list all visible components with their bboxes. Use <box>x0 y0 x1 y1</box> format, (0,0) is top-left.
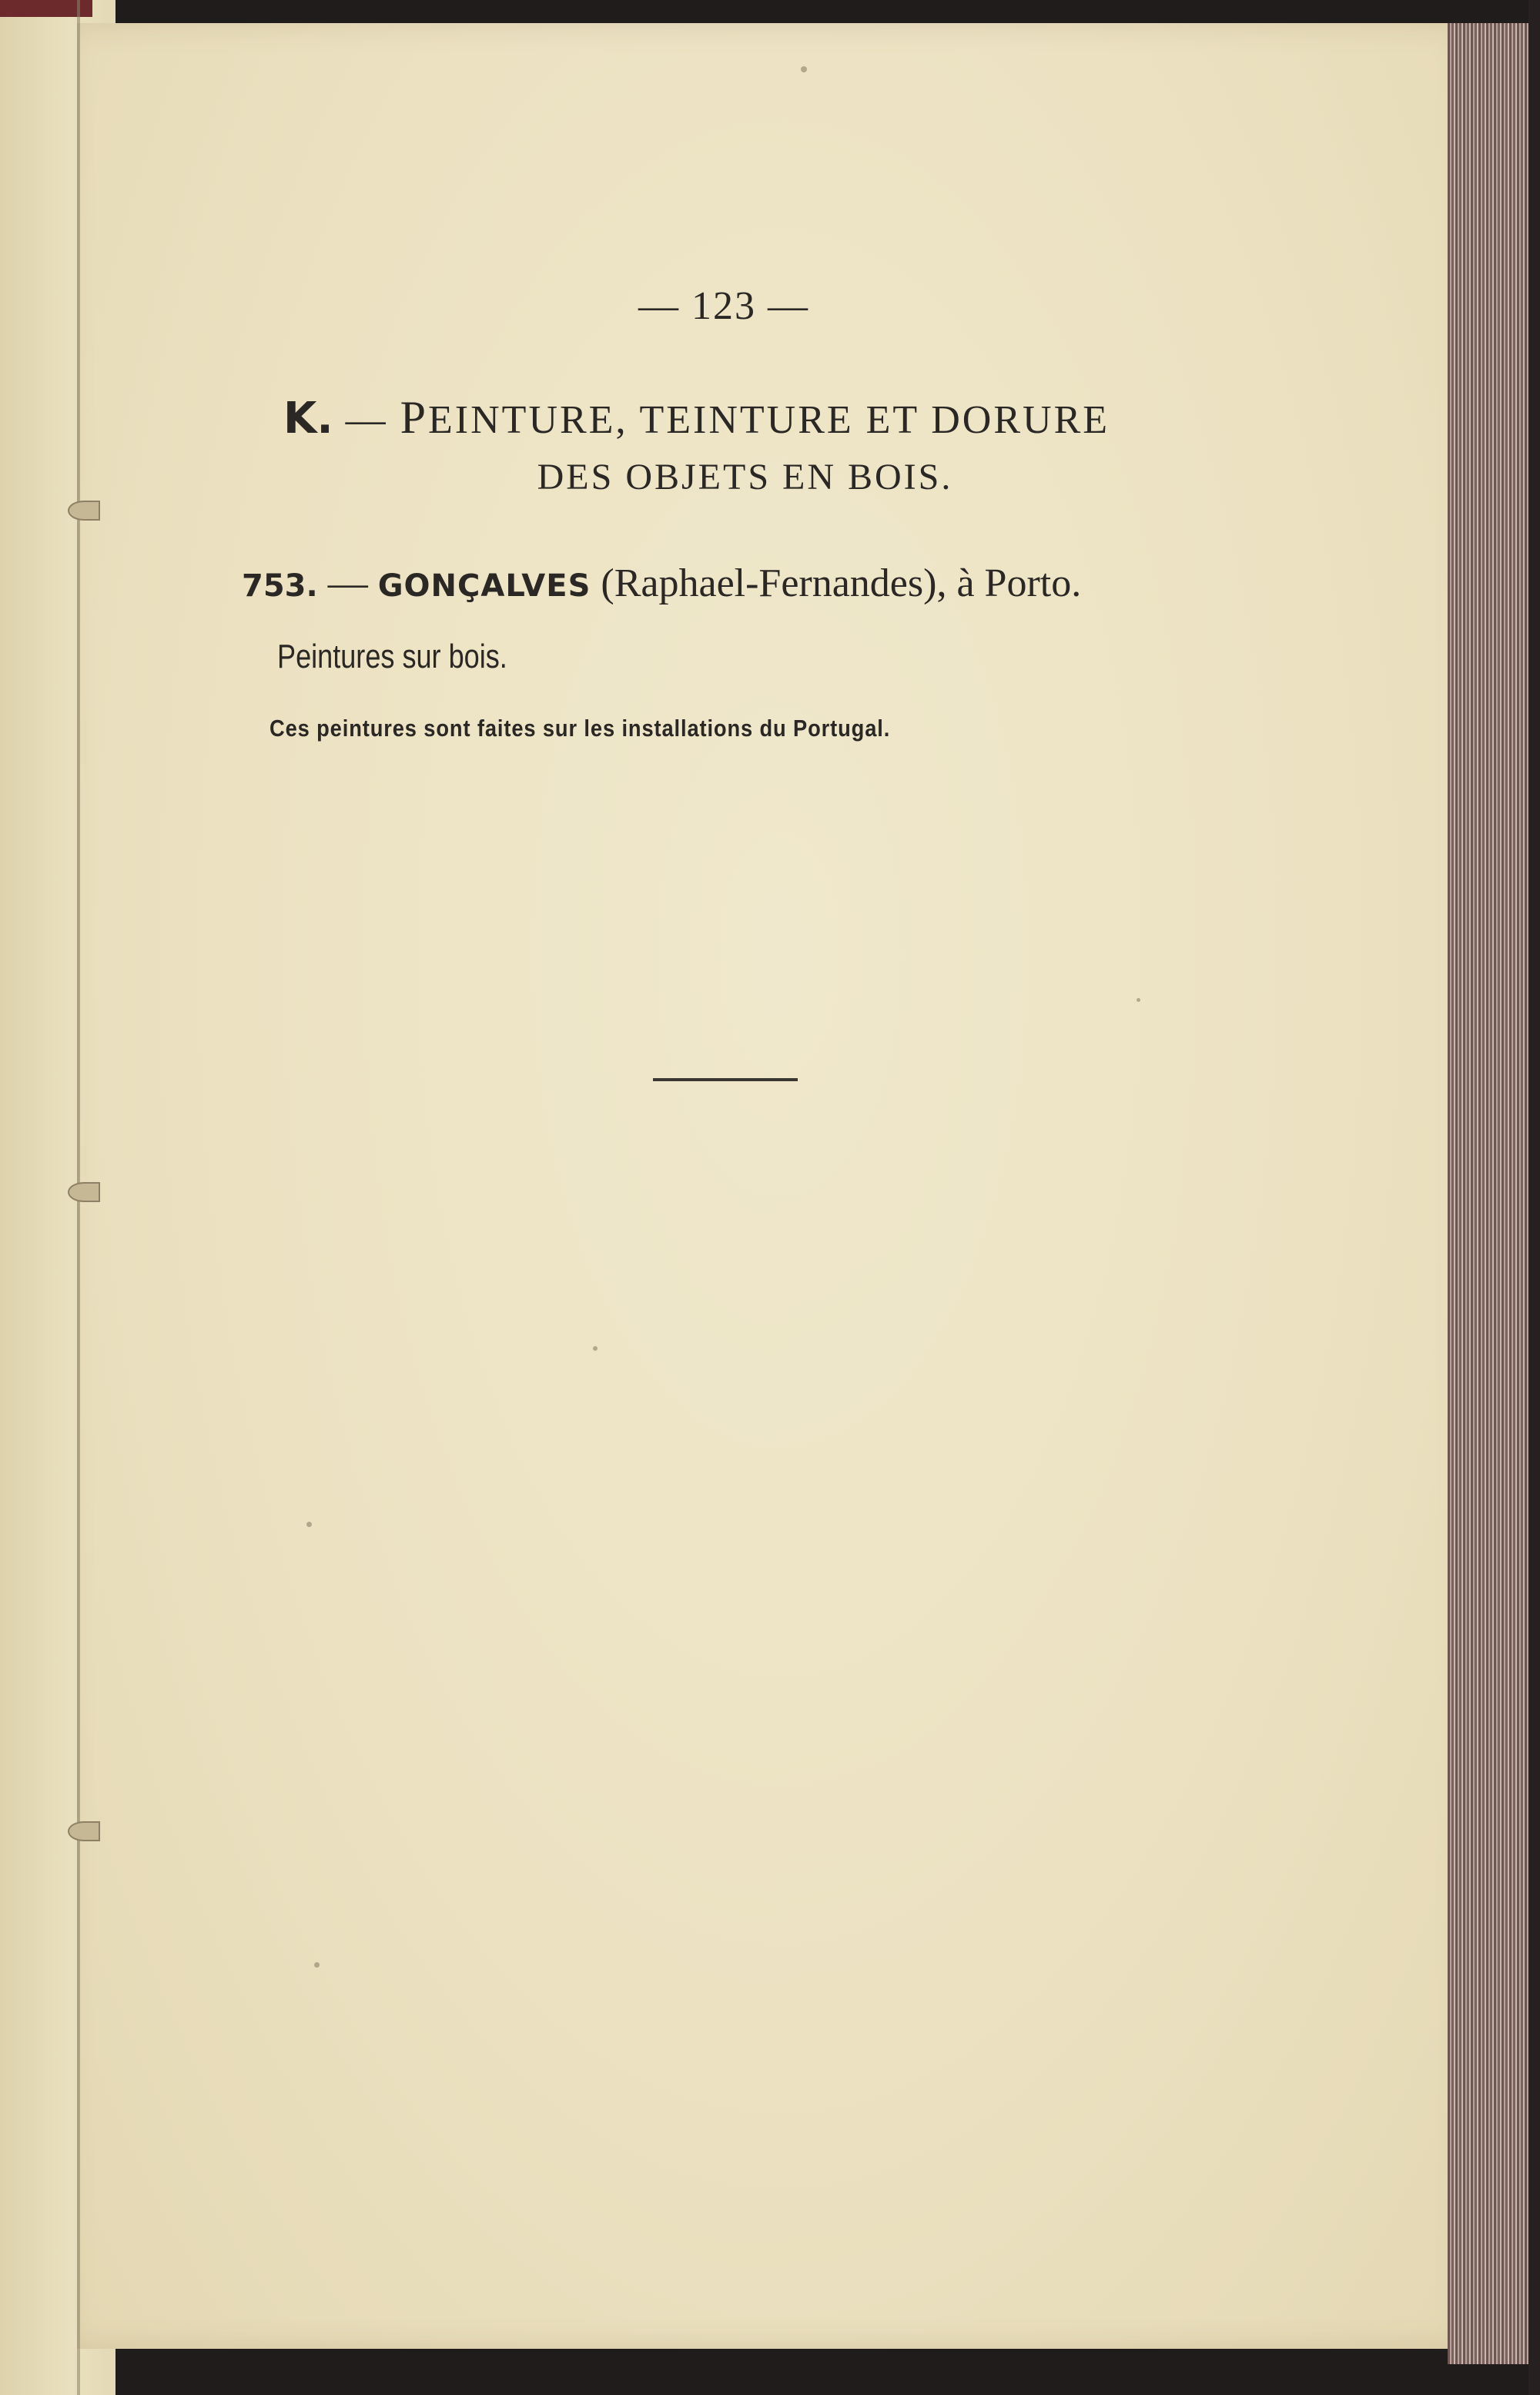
catalog-entry <box>242 561 1081 606</box>
exhibitor-name: GONÇALVES <box>377 568 591 604</box>
binding-stitch <box>68 1821 100 1841</box>
binding-stitch <box>68 1182 100 1202</box>
paper-speck <box>801 66 807 72</box>
background-shadow <box>1528 0 1540 2395</box>
entry-description: Peintures sur bois. <box>277 638 507 675</box>
entry-note: Ces peintures sont faites sur les installations du Portugal. <box>270 715 891 742</box>
entry-number: 753. <box>242 568 318 604</box>
section-dash: — <box>333 398 400 442</box>
section-heading <box>283 391 1110 444</box>
paper-speck <box>593 1346 598 1351</box>
page-number: — 123 — <box>638 284 809 328</box>
binding-stitch <box>68 501 100 521</box>
paper-speck <box>306 1522 312 1527</box>
paper-speck <box>1137 998 1140 1002</box>
book-page <box>77 23 1481 2349</box>
end-rule <box>653 1078 798 1081</box>
section-letter: K. <box>283 394 333 444</box>
page-fore-edge <box>1448 23 1532 2364</box>
entry-dash: — <box>317 561 378 605</box>
section-title-line1: EINTURE, TEINTURE ET DORURE <box>428 398 1110 442</box>
paper-speck <box>314 1962 320 1968</box>
section-title-initial: P <box>400 392 429 443</box>
section-title-line2: DES OBJETS EN BOIS. <box>537 457 953 497</box>
exhibitor-details: (Raphael-Fernandes), à Porto. <box>591 561 1082 605</box>
